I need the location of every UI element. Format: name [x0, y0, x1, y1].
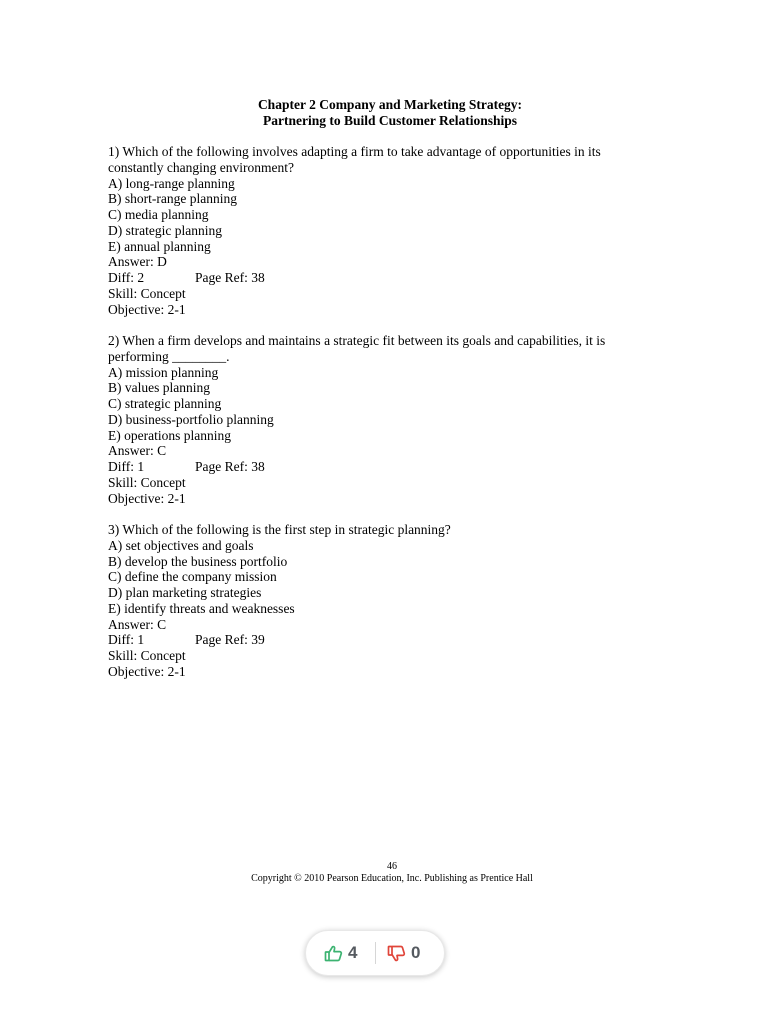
- answer-option: C) strategic planning: [108, 396, 222, 411]
- answer-option: A) set objectives and goals: [108, 537, 254, 553]
- difficulty-row: [108, 459, 668, 475]
- question-stem: 2) When a firm develops and maintains a strategic fit between its goals and capabilities, it is: [108, 333, 606, 348]
- objective: Objective: 2-1: [108, 301, 186, 317]
- question-2: [108, 333, 668, 506]
- page-ref: Page Ref: 38: [195, 270, 265, 285]
- answer-option: D) strategic planning: [108, 222, 222, 238]
- answer-option: D) plan marketing strategies: [108, 585, 262, 600]
- skill: Skill: Concept: [108, 474, 186, 490]
- downvote-button[interactable]: [387, 931, 420, 975]
- skill: Skill: Concept: [108, 285, 186, 301]
- copyright-notice: Copyright © 2010 Pearson Education, Inc. Publishing as Prentice Hall: [251, 873, 533, 884]
- answer-option: B) short-range planning: [108, 191, 237, 207]
- page-ref: Page Ref: 38: [195, 459, 265, 474]
- chapter-title-line-2: Partnering to Build Customer Relationships: [262, 112, 517, 128]
- difficulty-row: [108, 632, 668, 648]
- difficulty-row: [108, 270, 668, 286]
- objective: Objective: 2-1: [108, 490, 186, 506]
- difficulty: Diff: 1: [108, 459, 145, 474]
- answer-option: E) operations planning: [108, 427, 231, 443]
- answer-key: Answer: C: [108, 443, 167, 459]
- vote-divider: [375, 942, 376, 964]
- answer-option: C) media planning: [108, 207, 209, 222]
- answer-option: E) annual planning: [108, 238, 211, 254]
- upvote-count: 4: [348, 943, 358, 962]
- question-stem: 3) Which of the following is the first step in strategic planning?: [108, 522, 451, 537]
- vote-bar: [305, 930, 445, 976]
- chapter-title: [0, 97, 768, 128]
- upvote-button[interactable]: [324, 931, 357, 975]
- question-1: [108, 144, 668, 317]
- downvote-count: 0: [411, 943, 421, 962]
- question-stem: constantly changing environment?: [108, 159, 294, 175]
- answer-option: A) mission planning: [108, 364, 219, 380]
- answer-option: C) define the company mission: [108, 569, 277, 585]
- answer-option: B) develop the business portfolio: [108, 553, 288, 569]
- question-stem: performing ________.: [108, 348, 230, 364]
- answer-option: D) business-portfolio planning: [108, 411, 274, 427]
- page-number: 46: [387, 861, 397, 872]
- question-stem: 1) Which of the following involves adapting a firm to take advantage of opportunities in its: [108, 144, 601, 159]
- chapter-title-line-1: Chapter 2 Company and Marketing Strategy:: [257, 97, 523, 112]
- thumbs-up-icon: [324, 945, 343, 962]
- answer-key: Answer: D: [108, 254, 167, 270]
- objective: Objective: 2-1: [108, 663, 186, 679]
- answer-key: Answer: C: [108, 616, 167, 632]
- answer-option: A) long-range planning: [108, 175, 235, 191]
- page-ref: Page Ref: 39: [195, 632, 265, 648]
- answer-option: B) values planning: [108, 380, 210, 396]
- difficulty: Diff: 2: [108, 270, 145, 285]
- skill: Skill: Concept: [108, 648, 186, 663]
- difficulty: Diff: 1: [108, 632, 145, 648]
- answer-option: E) identify threats and weaknesses: [108, 600, 295, 616]
- question-3: [108, 522, 668, 680]
- thumbs-down-icon: [387, 945, 406, 962]
